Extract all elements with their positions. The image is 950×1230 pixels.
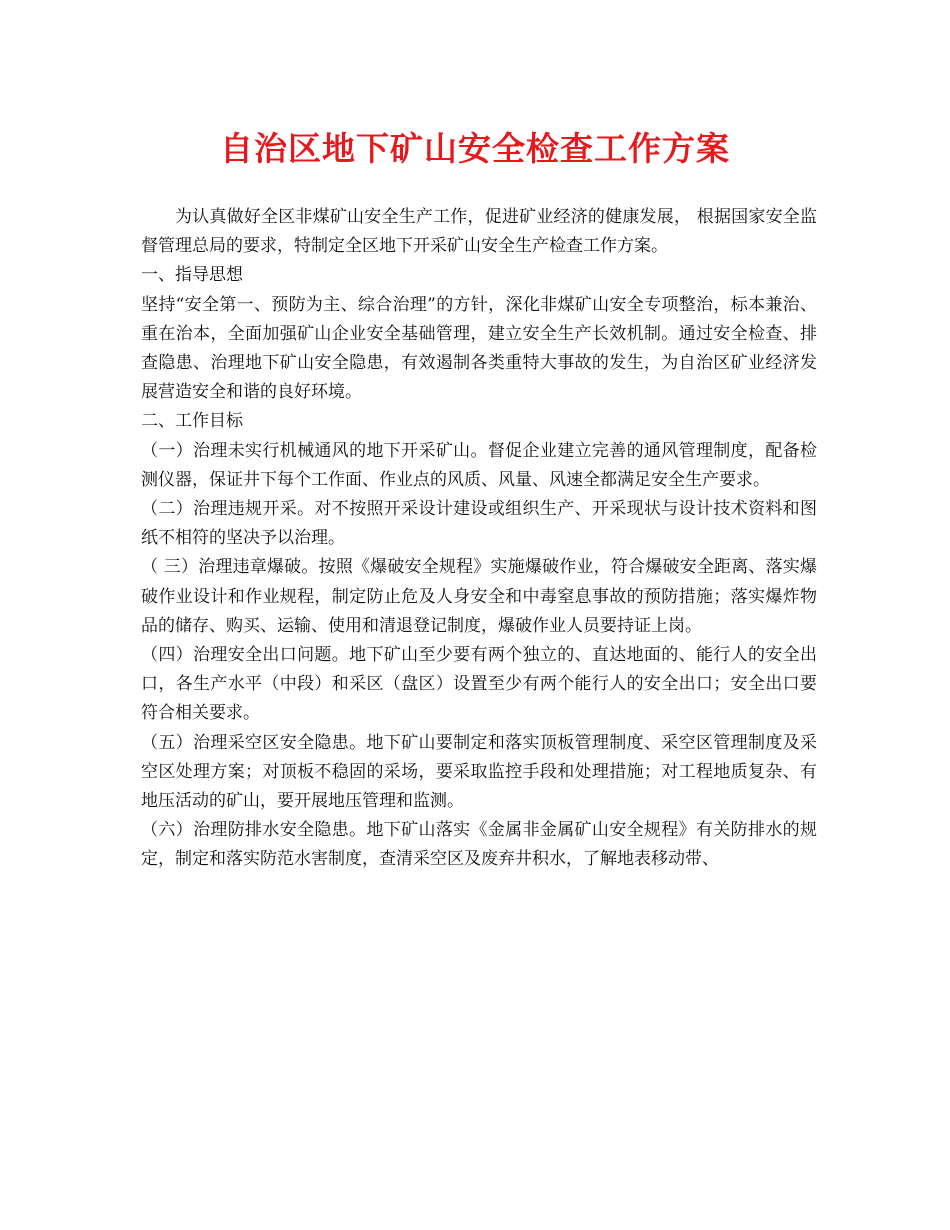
document-title: 自治区地下矿山安全检查工作方案	[220, 129, 730, 168]
section-heading-guiding-ideology: 一、指导思想	[141, 265, 243, 286]
goal-item: （四）治理安全出口问题。地下矿山至少要有两个独立的、直达地面的、能行人的安全出口，各生产水平（中段）和采区（盘区）设置至少有两个能行人的安全出口；安全出口要符合相关要求。	[141, 645, 817, 724]
document-body	[141, 203, 817, 875]
goal-item: （一）治理未实行机械通风的地下开采矿山。督促企业建立完善的通风管理制度，配备检测仪器，保证井下每个工作面、作业点的风质、风量、风速全都满足安全生产要求。	[141, 440, 817, 490]
goal-item: （五）治理采空区安全隐患。地下矿山要制定和落实顶板管理制度、采空区管理制度及采空区处理方案；对顶板不稳固的采场，要采取监控手段和处理措施；对工程地质复杂、有地压活动的矿山，要开展地压管理和监测。	[141, 732, 817, 812]
goal-item: （六）治理防排水安全隐患。地下矿山落实《金属非金属矿山安全规程》有关防排水的规定，制定和落实防范水害制度，查清采空区及废弃井积水，了解地表移动带、	[141, 820, 817, 870]
goal-item: （ 三）治理违章爆破。按照《爆破安全规程》实施爆破作业，符合爆破安全距离、落实爆破作业设计和作业规程，制定防止危及人身安全和中毒窒息事故的预防措施；落实爆炸物品的储存、购买、运输、使用和清退登记制度，爆破作业人员要持证上岗。	[141, 557, 817, 636]
intro-paragraph: 为认真做好全区非煤矿山安全生产工作，促进矿业经济的健康发展， 根据国家安全监督管理总局的要求，特制定全区地下开采矿山安全生产检查工作方案。	[141, 207, 817, 257]
section-heading-work-goals: 二、工作目标	[141, 411, 243, 432]
goal-item: （二）治理违规开采。对不按照开采设计建设或组织生产、开采现状与设计技术资料和图纸不相符的坚决予以治理。	[141, 499, 817, 549]
section-paragraph-guiding-ideology: 坚持“安全第一、预防为主、综合治理”的方针，深化非煤矿山安全专项整治，标本兼治、重在治本，全面加强矿山企业安全基础管理，建立安全生产长效机制。通过安全检查、排查隐患、治理地下矿山安全隐患，有效遏制各类重特大事故的发生，为自治区矿业经济发展营造安全和谐的良好环境。	[141, 294, 817, 403]
